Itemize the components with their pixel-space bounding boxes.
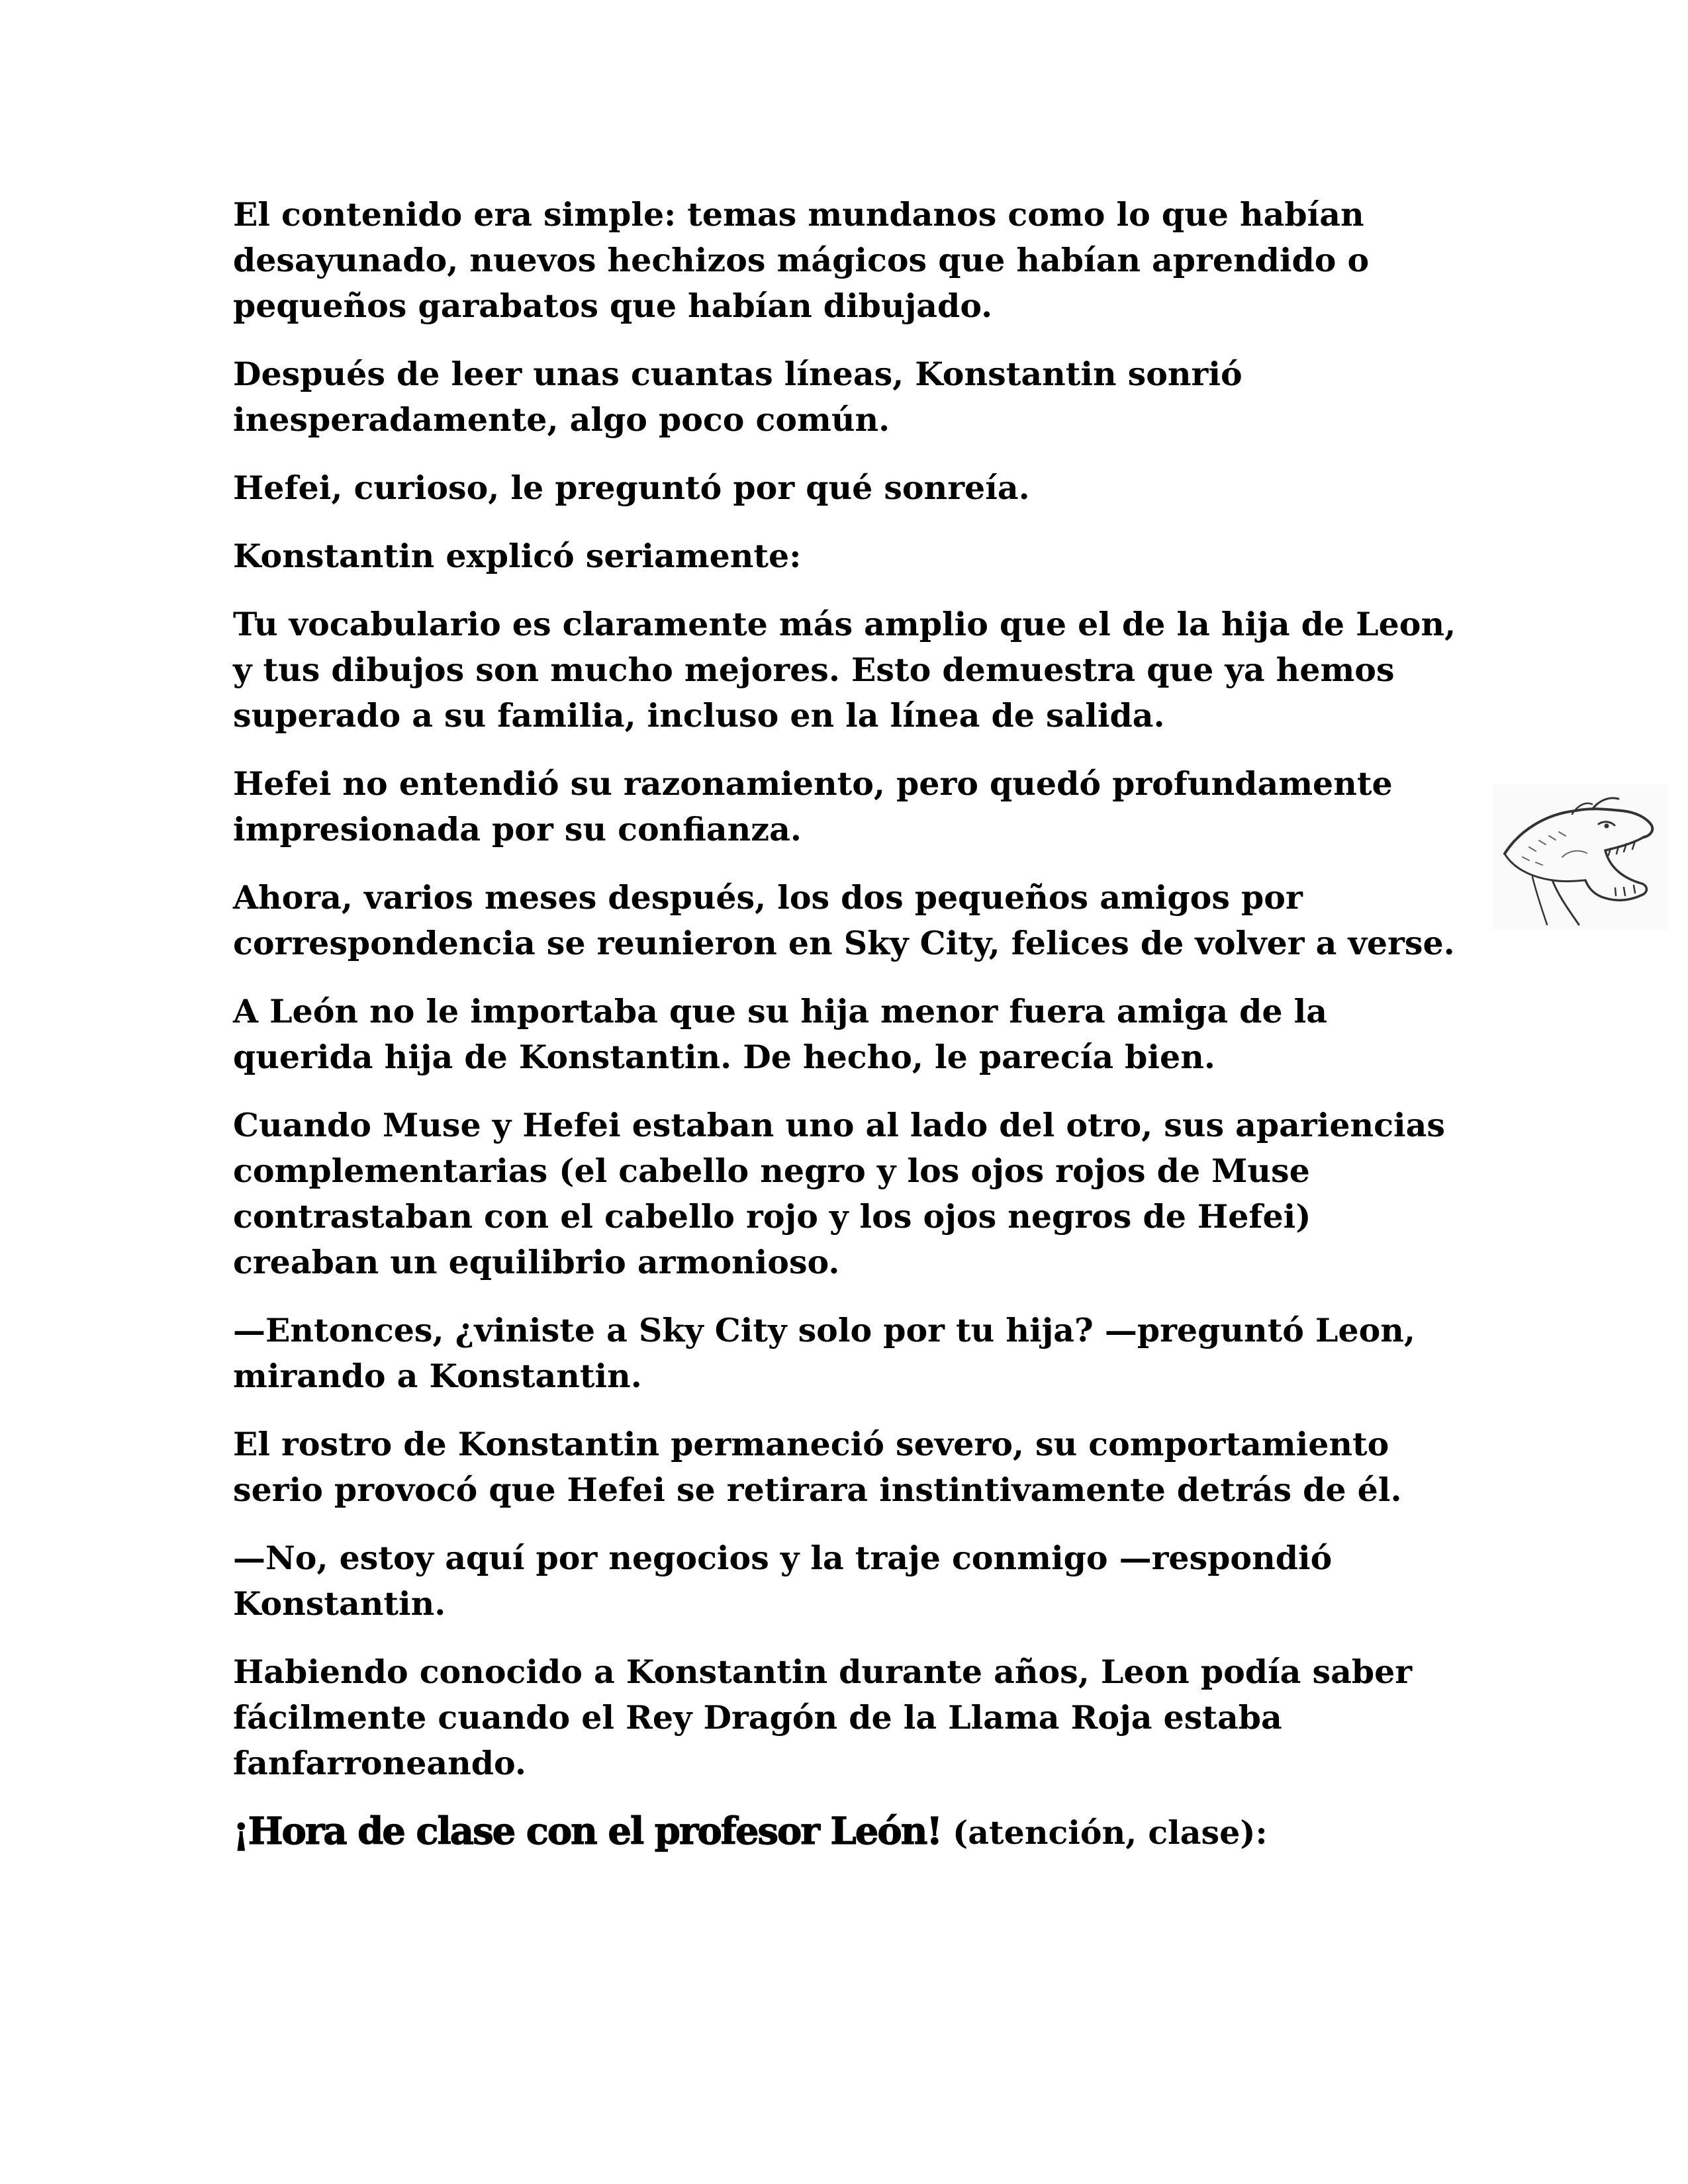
paragraph: Ahora, varios meses después, los dos pequeños amigos por correspondencia se reunieron en Sky City, felices de volver a verse.	[233, 878, 1455, 962]
paragraph: Tu vocabulario es claramente más amplio que el de la hija de Leon, y tus dibujos son mucho mejores. Esto demuestra que ya hemos superado a su familia, incluso en la línea de salida.	[233, 605, 1456, 735]
paragraph: Hefei no entendió su razonamiento, pero quedó profundamente impresionada por su confianza.	[233, 764, 1393, 848]
paragraph: Habiendo conocido a Konstantin durante años, Leon podía saber fácilmente cuando el Rey Dragón de la Llama Roja estaba fanfarroneando.	[233, 1653, 1413, 1782]
paragraph: —No, estoy aquí por negocios y la traje conmigo —respondió Konstantin.	[233, 1539, 1333, 1623]
paragraph: Hefei, curioso, le preguntó por qué sonreía.	[233, 469, 1030, 507]
class-time-heading: ¡Hora de clase con el profesor León!	[233, 1809, 942, 1853]
paragraph: Konstantin explicó seriamente:	[233, 537, 802, 575]
document-body	[233, 192, 1458, 1878]
class-time-note: (atención, clase):	[941, 1813, 1268, 1852]
paragraph: El contenido era simple: temas mundanos como lo que habían desayunado, nuevos hechizos mágicos que habían aprendido o pequeños garabatos que habían dibujado.	[233, 195, 1370, 325]
closing-line	[233, 1809, 1458, 1856]
paragraph: —Entonces, ¿viniste a Sky City solo por tu hija? —preguntó Leon, mirando a Konstantin.	[233, 1311, 1415, 1395]
dragon-head-sketch-icon	[1493, 784, 1668, 930]
paragraph: Cuando Muse y Hefei estaban uno al lado del otro, sus apariencias complementarias (el cabello negro y los ojos rojos de Muse contrastaban con el cabello rojo y los ojos negros de Hefei) creaban un equilibrio armonioso.	[233, 1106, 1445, 1281]
paragraph: Después de leer unas cuantas líneas, Konstantin sonrió inesperadamente, algo poco común.	[233, 355, 1243, 439]
paragraph: El rostro de Konstantin permaneció severo, su comportamiento serio provocó que Hefei se retirara instintivamente detrás de él.	[233, 1425, 1402, 1509]
paragraph: A León no le importaba que su hija menor fuera amiga de la querida hija de Konstantin. De hecho, le parecía bien.	[233, 992, 1327, 1076]
